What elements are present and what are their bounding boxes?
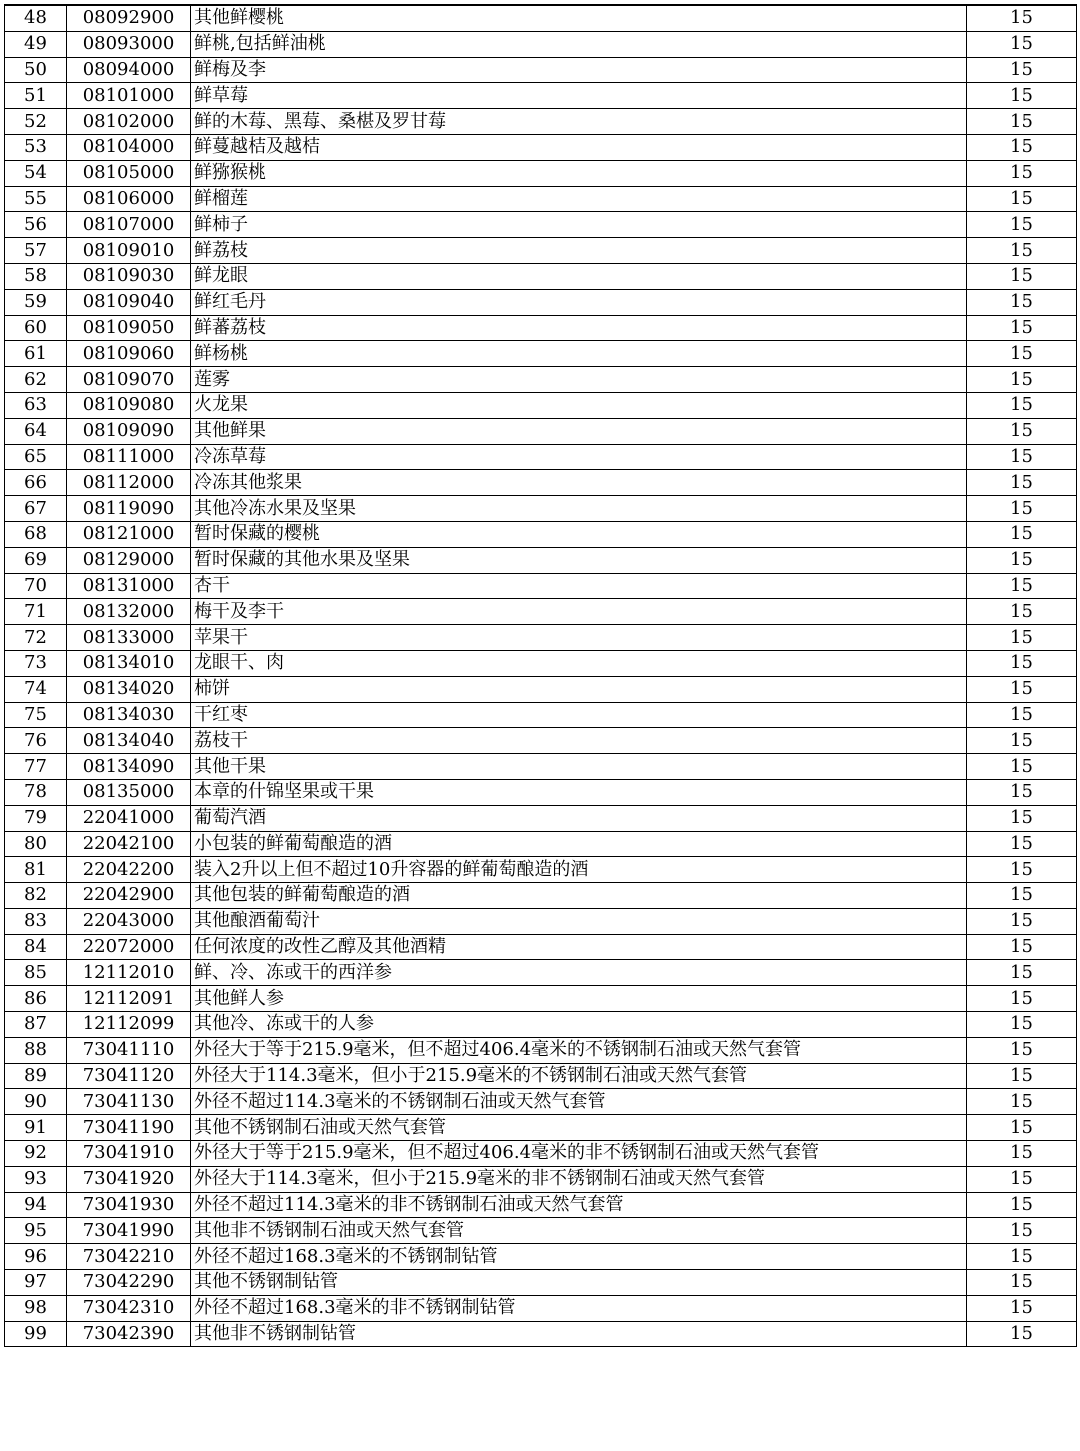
tariff-code-cell: 08109040 (67, 289, 191, 315)
product-description-cell: 外径不超过114.3毫米的不锈钢制石油或天然气套管 (191, 1089, 967, 1115)
row-number-cell: 87 (5, 1012, 67, 1038)
product-description-cell: 暂时保藏的樱桃 (191, 521, 967, 547)
product-description-cell: 任何浓度的改性乙醇及其他酒精 (191, 934, 967, 960)
tariff-rate-cell: 15 (967, 1218, 1077, 1244)
row-number-cell: 60 (5, 315, 67, 341)
tariff-code-cell: 08134030 (67, 702, 191, 728)
row-number-cell: 54 (5, 160, 67, 186)
row-number-cell: 69 (5, 547, 67, 573)
product-description-cell: 外径不超过168.3毫米的不锈钢制钻管 (191, 1244, 967, 1270)
product-description-cell: 其他冷冻水果及坚果 (191, 496, 967, 522)
row-number-cell: 67 (5, 496, 67, 522)
tariff-code-cell: 08111000 (67, 444, 191, 470)
product-description-cell: 其他非不锈钢制石油或天然气套管 (191, 1218, 967, 1244)
product-description-cell: 鲜的木莓、黑莓、桑椹及罗甘莓 (191, 109, 967, 135)
tariff-rate-cell: 15 (967, 831, 1077, 857)
table-row (5, 263, 1077, 289)
tariff-rate-cell: 15 (967, 57, 1077, 83)
tariff-rate-cell: 15 (967, 702, 1077, 728)
product-description-cell: 荔枝干 (191, 728, 967, 754)
tariff-rate-cell: 15 (967, 134, 1077, 160)
tariff-code-cell: 12112010 (67, 960, 191, 986)
product-description-cell: 鲜梅及李 (191, 57, 967, 83)
product-description-cell: 鲜猕猴桃 (191, 160, 967, 186)
tariff-code-cell: 08109080 (67, 392, 191, 418)
tariff-rate-cell: 15 (967, 1166, 1077, 1192)
product-description-cell: 其他不锈钢制石油或天然气套管 (191, 1115, 967, 1141)
product-description-cell: 梅干及李干 (191, 599, 967, 625)
tariff-code-cell: 12112099 (67, 1012, 191, 1038)
row-number-cell: 89 (5, 1063, 67, 1089)
row-number-cell: 78 (5, 779, 67, 805)
product-description-cell: 其他鲜人参 (191, 986, 967, 1012)
table-row (5, 212, 1077, 238)
tariff-code-cell: 08112000 (67, 470, 191, 496)
row-number-cell: 50 (5, 57, 67, 83)
product-description-cell: 鲜柿子 (191, 212, 967, 238)
product-description-cell: 外径大于114.3毫米，但小于215.9毫米的不锈钢制石油或天然气套管 (191, 1063, 967, 1089)
row-number-cell: 93 (5, 1166, 67, 1192)
table-row (5, 1089, 1077, 1115)
table-row (5, 1166, 1077, 1192)
tariff-code-cell: 73042290 (67, 1270, 191, 1296)
tariff-rate-cell: 15 (967, 883, 1077, 909)
tariff-code-cell: 73042390 (67, 1321, 191, 1347)
tariff-code-cell: 08133000 (67, 625, 191, 651)
tariff-rate-cell: 15 (967, 521, 1077, 547)
tariff-rate-cell: 15 (967, 238, 1077, 264)
row-number-cell: 88 (5, 1037, 67, 1063)
table-row (5, 31, 1077, 57)
row-number-cell: 48 (5, 5, 67, 31)
tariff-code-cell: 22041000 (67, 805, 191, 831)
tariff-code-cell: 73041120 (67, 1063, 191, 1089)
product-description-cell: 鲜红毛丹 (191, 289, 967, 315)
row-number-cell: 66 (5, 470, 67, 496)
row-number-cell: 94 (5, 1192, 67, 1218)
product-description-cell: 葡萄汽酒 (191, 805, 967, 831)
tariff-code-cell: 73042210 (67, 1244, 191, 1270)
tariff-rate-cell: 15 (967, 392, 1077, 418)
row-number-cell: 65 (5, 444, 67, 470)
tariff-code-cell: 08094000 (67, 57, 191, 83)
row-number-cell: 96 (5, 1244, 67, 1270)
row-number-cell: 57 (5, 238, 67, 264)
product-description-cell: 其他非不锈钢制钻管 (191, 1321, 967, 1347)
tariff-table (4, 4, 1077, 1347)
tariff-rate-cell: 15 (967, 444, 1077, 470)
tariff-rate-cell: 15 (967, 676, 1077, 702)
row-number-cell: 63 (5, 392, 67, 418)
table-row (5, 470, 1077, 496)
tariff-code-cell: 08105000 (67, 160, 191, 186)
tariff-code-cell: 08131000 (67, 573, 191, 599)
tariff-code-cell: 08092900 (67, 5, 191, 31)
row-number-cell: 56 (5, 212, 67, 238)
table-row (5, 547, 1077, 573)
tariff-code-cell: 22042200 (67, 857, 191, 883)
table-row (5, 805, 1077, 831)
row-number-cell: 68 (5, 521, 67, 547)
table-row (5, 496, 1077, 522)
tariff-rate-cell: 15 (967, 599, 1077, 625)
tariff-rate-cell: 15 (967, 1141, 1077, 1167)
row-number-cell: 84 (5, 934, 67, 960)
table-row (5, 702, 1077, 728)
tariff-code-cell: 08135000 (67, 779, 191, 805)
tariff-rate-cell: 15 (967, 573, 1077, 599)
table-body (5, 5, 1077, 1347)
tariff-rate-cell: 15 (967, 1063, 1077, 1089)
tariff-rate-cell: 15 (967, 212, 1077, 238)
product-description-cell: 鲜杨桃 (191, 341, 967, 367)
row-number-cell: 99 (5, 1321, 67, 1347)
tariff-rate-cell: 15 (967, 418, 1077, 444)
table-row (5, 367, 1077, 393)
tariff-code-cell: 73041930 (67, 1192, 191, 1218)
table-row (5, 573, 1077, 599)
tariff-code-cell: 73041130 (67, 1089, 191, 1115)
tariff-code-cell: 73041110 (67, 1037, 191, 1063)
table-row (5, 1141, 1077, 1167)
table-row (5, 521, 1077, 547)
product-description-cell: 外径大于等于215.9毫米，但不超过406.4毫米的非不锈钢制石油或天然气套管 (191, 1141, 967, 1167)
product-description-cell: 鲜、冷、冻或干的西洋参 (191, 960, 967, 986)
table-row (5, 1218, 1077, 1244)
row-number-cell: 64 (5, 418, 67, 444)
product-description-cell: 鲜草莓 (191, 83, 967, 109)
tariff-rate-cell: 15 (967, 1244, 1077, 1270)
product-description-cell: 小包装的鲜葡萄酿造的酒 (191, 831, 967, 857)
table-row (5, 57, 1077, 83)
tariff-rate-cell: 15 (967, 315, 1077, 341)
product-description-cell: 火龙果 (191, 392, 967, 418)
table-row (5, 934, 1077, 960)
table-row (5, 109, 1077, 135)
tariff-code-cell: 08109070 (67, 367, 191, 393)
tariff-rate-cell: 15 (967, 83, 1077, 109)
row-number-cell: 53 (5, 134, 67, 160)
table-row (5, 1295, 1077, 1321)
table-row (5, 1063, 1077, 1089)
table-row (5, 676, 1077, 702)
row-number-cell: 82 (5, 883, 67, 909)
row-number-cell: 72 (5, 625, 67, 651)
tariff-code-cell: 08093000 (67, 31, 191, 57)
row-number-cell: 91 (5, 1115, 67, 1141)
product-description-cell: 杏干 (191, 573, 967, 599)
table-row (5, 1037, 1077, 1063)
tariff-code-cell: 08109030 (67, 263, 191, 289)
tariff-rate-cell: 15 (967, 650, 1077, 676)
row-number-cell: 55 (5, 186, 67, 212)
table-row (5, 779, 1077, 805)
product-description-cell: 鲜荔枝 (191, 238, 967, 264)
table-row (5, 1012, 1077, 1038)
row-number-cell: 52 (5, 109, 67, 135)
tariff-code-cell: 73041920 (67, 1166, 191, 1192)
row-number-cell: 70 (5, 573, 67, 599)
product-description-cell: 其他鲜樱桃 (191, 5, 967, 31)
table-row (5, 315, 1077, 341)
row-number-cell: 95 (5, 1218, 67, 1244)
tariff-code-cell: 73041190 (67, 1115, 191, 1141)
row-number-cell: 71 (5, 599, 67, 625)
tariff-rate-cell: 15 (967, 1321, 1077, 1347)
table-row (5, 83, 1077, 109)
row-number-cell: 74 (5, 676, 67, 702)
tariff-code-cell: 08109090 (67, 418, 191, 444)
product-description-cell: 外径大于114.3毫米，但小于215.9毫米的非不锈钢制石油或天然气套管 (191, 1166, 967, 1192)
tariff-rate-cell: 15 (967, 779, 1077, 805)
row-number-cell: 81 (5, 857, 67, 883)
tariff-code-cell: 22072000 (67, 934, 191, 960)
tariff-rate-cell: 15 (967, 1115, 1077, 1141)
tariff-code-cell: 08106000 (67, 186, 191, 212)
product-description-cell: 其他干果 (191, 754, 967, 780)
tariff-code-cell: 08107000 (67, 212, 191, 238)
tariff-code-cell: 08109060 (67, 341, 191, 367)
tariff-rate-cell: 15 (967, 31, 1077, 57)
table-row (5, 754, 1077, 780)
product-description-cell: 其他不锈钢制钻管 (191, 1270, 967, 1296)
product-description-cell: 外径大于等于215.9毫米，但不超过406.4毫米的不锈钢制石油或天然气套管 (191, 1037, 967, 1063)
product-description-cell: 其他冷、冻或干的人参 (191, 1012, 967, 1038)
product-description-cell: 鲜龙眼 (191, 263, 967, 289)
tariff-rate-cell: 15 (967, 934, 1077, 960)
product-description-cell: 其他包装的鲜葡萄酿造的酒 (191, 883, 967, 909)
table-row (5, 883, 1077, 909)
table-row (5, 986, 1077, 1012)
table-row (5, 5, 1077, 31)
table-row (5, 1270, 1077, 1296)
product-description-cell: 其他酿酒葡萄汁 (191, 908, 967, 934)
tariff-rate-cell: 15 (967, 341, 1077, 367)
table-row (5, 238, 1077, 264)
tariff-rate-cell: 15 (967, 547, 1077, 573)
table-row (5, 186, 1077, 212)
row-number-cell: 77 (5, 754, 67, 780)
tariff-code-cell: 08134040 (67, 728, 191, 754)
product-description-cell: 苹果干 (191, 625, 967, 651)
product-description-cell: 冷冻其他浆果 (191, 470, 967, 496)
tariff-rate-cell: 15 (967, 1270, 1077, 1296)
table-row (5, 960, 1077, 986)
tariff-code-cell: 08109010 (67, 238, 191, 264)
row-number-cell: 49 (5, 31, 67, 57)
tariff-rate-cell: 15 (967, 986, 1077, 1012)
table-row (5, 1321, 1077, 1347)
tariff-rate-cell: 15 (967, 186, 1077, 212)
tariff-rate-cell: 15 (967, 1012, 1077, 1038)
product-description-cell: 莲雾 (191, 367, 967, 393)
tariff-code-cell: 08102000 (67, 109, 191, 135)
row-number-cell: 97 (5, 1270, 67, 1296)
tariff-rate-cell: 15 (967, 805, 1077, 831)
product-description-cell: 鲜榴莲 (191, 186, 967, 212)
tariff-code-cell: 08132000 (67, 599, 191, 625)
tariff-rate-cell: 15 (967, 908, 1077, 934)
tariff-code-cell: 08121000 (67, 521, 191, 547)
tariff-rate-cell: 15 (967, 109, 1077, 135)
row-number-cell: 80 (5, 831, 67, 857)
table-row (5, 160, 1077, 186)
row-number-cell: 59 (5, 289, 67, 315)
tariff-rate-cell: 15 (967, 160, 1077, 186)
table-row (5, 1115, 1077, 1141)
table-row (5, 625, 1077, 651)
tariff-code-cell: 08134020 (67, 676, 191, 702)
tariff-rate-cell: 15 (967, 754, 1077, 780)
row-number-cell: 61 (5, 341, 67, 367)
tariff-code-cell: 08104000 (67, 134, 191, 160)
tariff-code-cell: 73041910 (67, 1141, 191, 1167)
table-row (5, 1244, 1077, 1270)
product-description-cell: 装入2升以上但不超过10升容器的鲜葡萄酿造的酒 (191, 857, 967, 883)
row-number-cell: 79 (5, 805, 67, 831)
tariff-rate-cell: 15 (967, 1192, 1077, 1218)
tariff-rate-cell: 15 (967, 728, 1077, 754)
product-description-cell: 本章的什锦坚果或干果 (191, 779, 967, 805)
row-number-cell: 90 (5, 1089, 67, 1115)
product-description-cell: 冷冻草莓 (191, 444, 967, 470)
row-number-cell: 98 (5, 1295, 67, 1321)
tariff-code-cell: 08134010 (67, 650, 191, 676)
product-description-cell: 鲜桃,包括鲜油桃 (191, 31, 967, 57)
table-row (5, 341, 1077, 367)
row-number-cell: 85 (5, 960, 67, 986)
tariff-rate-cell: 15 (967, 263, 1077, 289)
row-number-cell: 51 (5, 83, 67, 109)
table-row (5, 392, 1077, 418)
table-row (5, 857, 1077, 883)
product-description-cell: 外径不超过168.3毫米的非不锈钢制钻管 (191, 1295, 967, 1321)
row-number-cell: 73 (5, 650, 67, 676)
tariff-code-cell: 73042310 (67, 1295, 191, 1321)
row-number-cell: 62 (5, 367, 67, 393)
table-row (5, 650, 1077, 676)
row-number-cell: 92 (5, 1141, 67, 1167)
tariff-rate-cell: 15 (967, 496, 1077, 522)
tariff-rate-cell: 15 (967, 5, 1077, 31)
tariff-rate-cell: 15 (967, 625, 1077, 651)
product-description-cell: 龙眼干、肉 (191, 650, 967, 676)
tariff-code-cell: 22042900 (67, 883, 191, 909)
table-row (5, 134, 1077, 160)
tariff-rate-cell: 15 (967, 289, 1077, 315)
row-number-cell: 83 (5, 908, 67, 934)
product-description-cell: 外径不超过114.3毫米的非不锈钢制石油或天然气套管 (191, 1192, 967, 1218)
tariff-code-cell: 08134090 (67, 754, 191, 780)
row-number-cell: 75 (5, 702, 67, 728)
table-row (5, 289, 1077, 315)
tariff-rate-cell: 15 (967, 1089, 1077, 1115)
product-description-cell: 干红枣 (191, 702, 967, 728)
table-row (5, 728, 1077, 754)
tariff-code-cell: 08129000 (67, 547, 191, 573)
table-row (5, 1192, 1077, 1218)
product-description-cell: 暂时保藏的其他水果及坚果 (191, 547, 967, 573)
tariff-rate-cell: 15 (967, 1037, 1077, 1063)
tariff-code-cell: 08109050 (67, 315, 191, 341)
tariff-rate-cell: 15 (967, 367, 1077, 393)
row-number-cell: 58 (5, 263, 67, 289)
table-row (5, 908, 1077, 934)
table-row (5, 444, 1077, 470)
product-description-cell: 鲜蔓越桔及越桔 (191, 134, 967, 160)
table-row (5, 418, 1077, 444)
row-number-cell: 76 (5, 728, 67, 754)
tariff-rate-cell: 15 (967, 960, 1077, 986)
tariff-code-cell: 73041990 (67, 1218, 191, 1244)
tariff-code-cell: 08119090 (67, 496, 191, 522)
table-row (5, 599, 1077, 625)
tariff-rate-cell: 15 (967, 470, 1077, 496)
product-description-cell: 鲜蕃荔枝 (191, 315, 967, 341)
tariff-code-cell: 22042100 (67, 831, 191, 857)
product-description-cell: 柿饼 (191, 676, 967, 702)
tariff-rate-cell: 15 (967, 1295, 1077, 1321)
tariff-rate-cell: 15 (967, 857, 1077, 883)
table-row (5, 831, 1077, 857)
tariff-code-cell: 22043000 (67, 908, 191, 934)
row-number-cell: 86 (5, 986, 67, 1012)
tariff-code-cell: 08101000 (67, 83, 191, 109)
tariff-code-cell: 12112091 (67, 986, 191, 1012)
product-description-cell: 其他鲜果 (191, 418, 967, 444)
